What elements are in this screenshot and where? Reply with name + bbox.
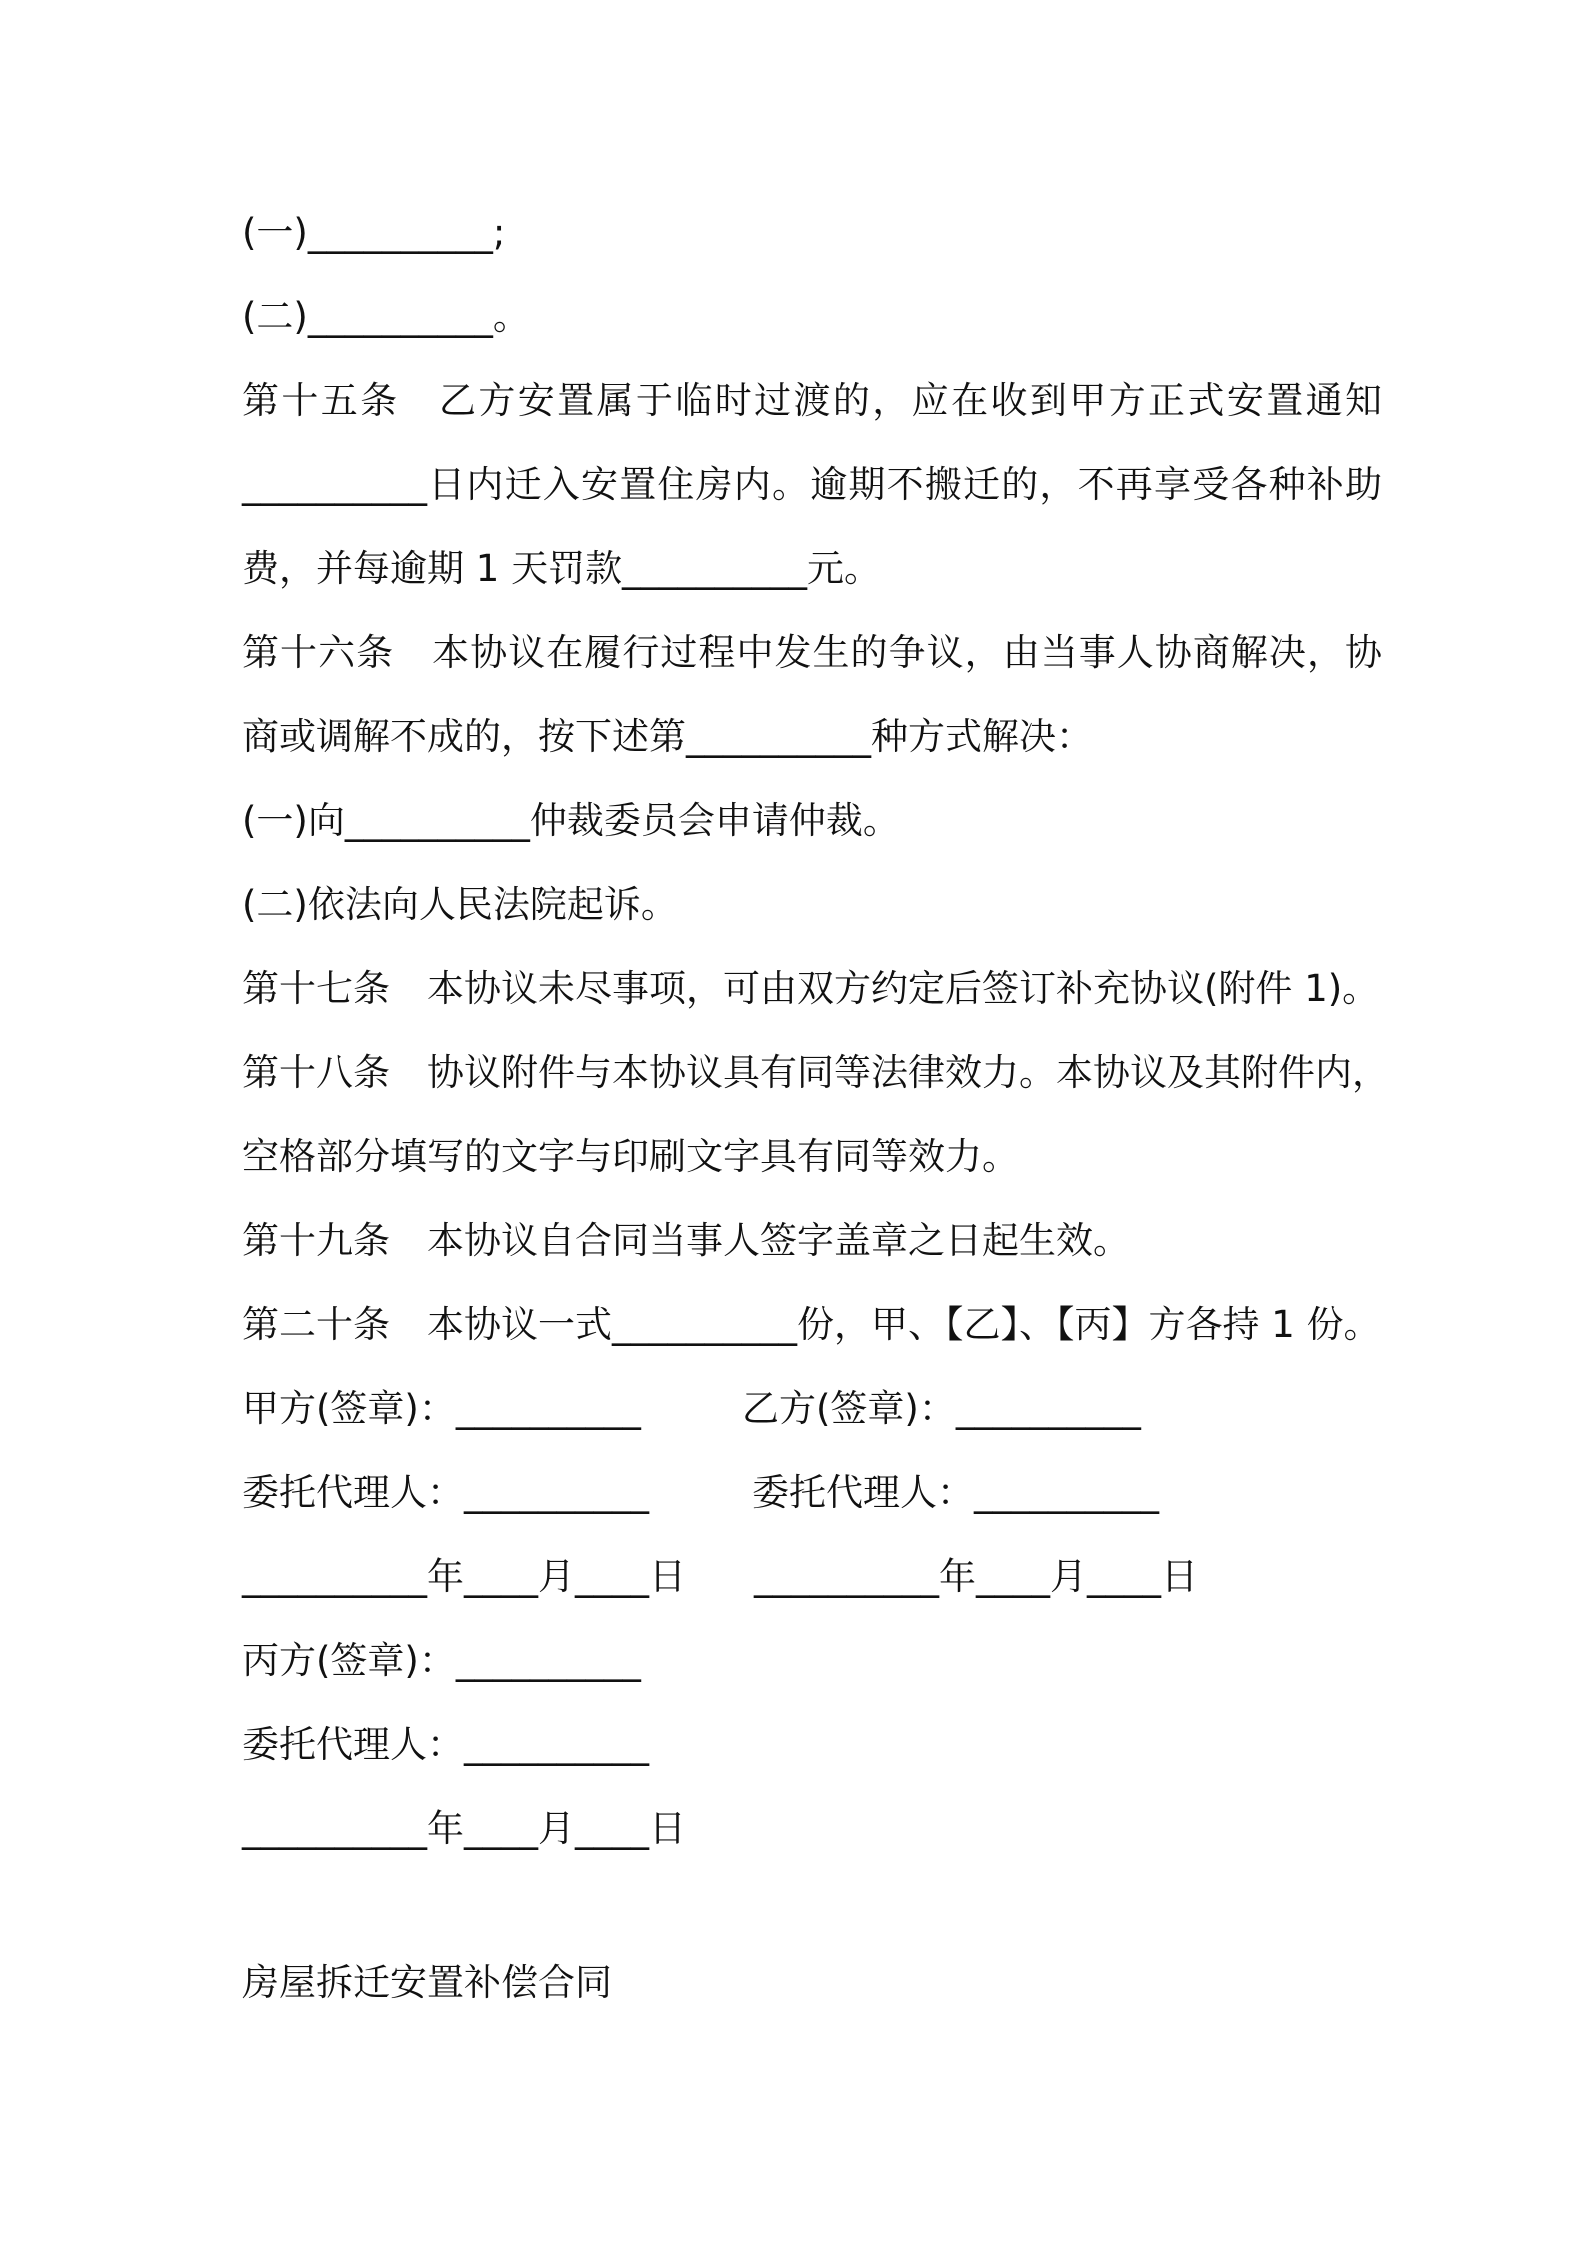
- date-a: __________年____月____日: [242, 1555, 686, 1598]
- party-a-signature: 甲方(签章)：__________: [242, 1387, 641, 1430]
- signature-row-parties: [242, 1384, 1141, 1434]
- clause-15-line-2: __________日内迁入安置住房内。逾期不搬迁的，不再享受各种补助: [242, 463, 1382, 506]
- clause-18-line-2: 空格部分填写的文字与印刷文字具有同等效力。: [242, 1135, 1019, 1178]
- clause-16-item-2: (二)依法向人民法院起诉。: [242, 883, 678, 926]
- agent-c-signature: 委托代理人：__________: [242, 1723, 649, 1766]
- clause-18-line-1: 第十八条 协议附件与本协议具有同等法律效力。本协议及其附件内，: [242, 1051, 1389, 1094]
- party-c-signature: 丙方(签章)：__________: [242, 1639, 641, 1682]
- agent-b-signature: 委托代理人：__________: [752, 1471, 1159, 1514]
- party-b-signature: 乙方(签章)：__________: [742, 1387, 1141, 1430]
- clause-14-item-1: (一)__________;: [242, 211, 506, 254]
- clause-17: 第十七条 本协议未尽事项，可由双方约定后签订补充协议(附件 1)。: [242, 967, 1380, 1010]
- clause-16-item-1: (一)向__________仲裁委员会申请仲裁。: [242, 799, 900, 842]
- date-b: __________年____月____日: [754, 1555, 1198, 1598]
- document-title: 房屋拆迁安置补偿合同: [242, 1961, 612, 2004]
- clause-15-line-1: 第十五条 乙方安置属于临时过渡的，应在收到甲方正式安置通知: [242, 379, 1382, 422]
- clause-15-line-3: 费，并每逾期 1 天罚款__________元。: [242, 547, 882, 590]
- clause-20: 第二十条 本协议一式__________份，甲、【乙】、【丙】方各持 1 份。: [242, 1303, 1381, 1346]
- clause-19: 第十九条 本协议自合同当事人签字盖章之日起生效。: [242, 1219, 1130, 1262]
- date-c: __________年____月____日: [242, 1807, 686, 1850]
- agent-a-signature: 委托代理人：__________: [242, 1471, 649, 1514]
- clause-14-item-2: (二)__________。: [242, 295, 530, 338]
- signature-row-agents: [242, 1468, 1159, 1518]
- clause-16-line-1: 第十六条 本协议在履行过程中发生的争议，由当事人协商解决，协: [242, 631, 1382, 674]
- clause-16-line-2: 商或调解不成的，按下述第__________种方式解决：: [242, 715, 1093, 758]
- signature-row-dates: [242, 1552, 1198, 1602]
